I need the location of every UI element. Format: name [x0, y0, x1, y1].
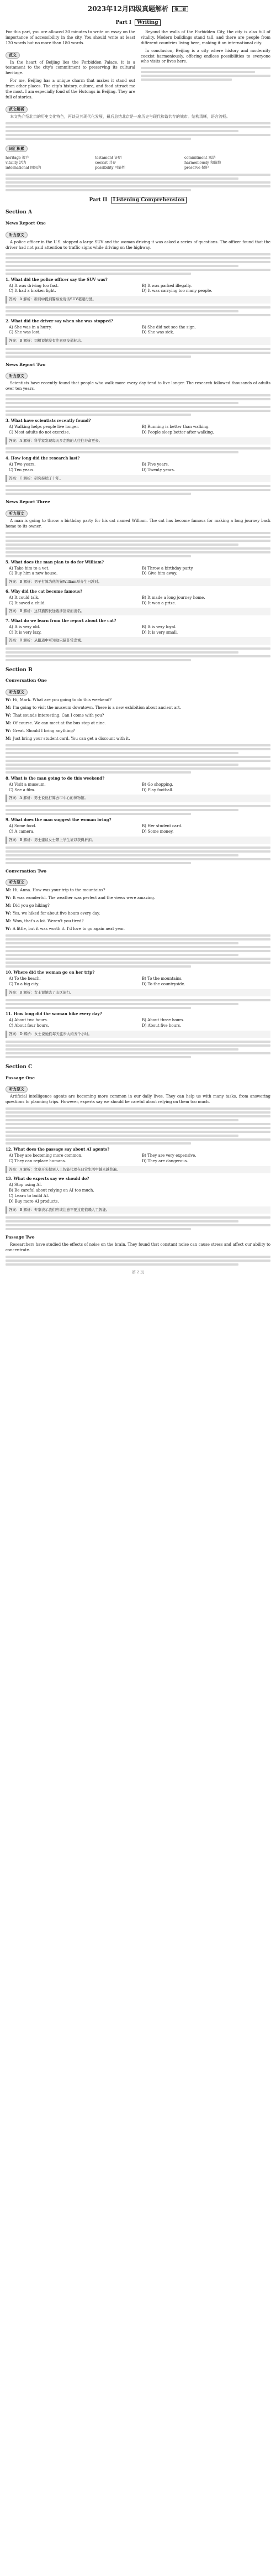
page-footer: 第 2 页	[132, 1269, 144, 1274]
text-lines	[6, 647, 270, 661]
line-text: That sounds interesting. Can I come with you?	[12, 713, 104, 718]
speaker: M:	[6, 887, 12, 893]
part1-label: Part I	[115, 20, 132, 26]
option: C) Ten years.	[9, 467, 35, 472]
option: C) To a big city.	[9, 981, 39, 986]
text-lines	[6, 348, 270, 358]
analysis-label: 范文解析	[6, 106, 28, 113]
option: A) Stop using AI.	[9, 1183, 43, 1188]
essay-paragraph: For me, Beijing has a unique charm that makes it stand out from other places. The city's history, culture, and food attract me the most. I am especially fond of the Hutongs in Beijing. They are full of stories.	[6, 79, 135, 100]
section-c-title: Section C	[6, 1064, 33, 1070]
news2-title: News Report Two	[6, 362, 46, 367]
option: A) It is very old.	[9, 624, 40, 629]
vocab-item: possibility 可能性	[95, 165, 126, 170]
dialog-line	[6, 887, 270, 893]
vocab-item: testament 证明	[95, 155, 122, 160]
text-lines	[6, 1107, 270, 1145]
option: C) They can replace humans.	[9, 1159, 66, 1164]
answer: 答案：B 解析：专家表示我们应该注意不要过度依赖人工智能。	[6, 1206, 270, 1214]
vocab-item: international 国际的	[6, 165, 41, 170]
speaker: M:	[6, 735, 12, 741]
option: B) They are very expensive.	[142, 1153, 197, 1158]
question: 3. What have scientists recently found?	[6, 418, 91, 424]
option: D) Buy more AI products.	[9, 1199, 59, 1204]
vocab-item: coexist 共存	[95, 160, 116, 165]
text-lines	[141, 67, 270, 81]
option: A) Visit a museum.	[9, 782, 46, 787]
vocab-item: vitality 活力	[6, 160, 26, 165]
answer: 答案：B 解析：这只猫因长途跋涉回家而出名。	[6, 608, 270, 615]
option: A) It was driving too fast.	[9, 283, 59, 288]
vocab-list	[6, 155, 270, 171]
dialog-line	[6, 697, 270, 703]
text-lines	[6, 485, 270, 495]
text-lines	[6, 1041, 270, 1058]
question: 11. How long did the woman hike every day?	[6, 1011, 102, 1016]
question: 12. What does the passage say about AI agents?	[6, 1147, 110, 1152]
page	[6, 0, 270, 1275]
text-lines	[6, 174, 270, 191]
essay-paragraph: In the heart of Beijing lies the Forbidden Palace, it is a testament to the city's commitment to preserving its cultural heritage.	[6, 60, 135, 76]
vocab-item: commitment 承诺	[184, 155, 216, 160]
passage1-script: Artificial intelligence agents are becoming more common in our daily lives. They can help us with many tasks, from answering questions to planning trips. However, experts say we should be careful about relying on them too much.	[6, 1094, 270, 1105]
script-label: 听力原文	[6, 879, 28, 886]
dialog-line	[6, 911, 270, 917]
line-text: I'm going to visit the museum downtown. There is a new exhibition about ancient art.	[13, 705, 181, 710]
question: 9. What does the man suggest the woman bring?	[6, 817, 112, 822]
speaker: M:	[6, 704, 12, 710]
text-lines	[6, 744, 270, 774]
option: C) Most adults do not exercise.	[9, 430, 70, 435]
page-title	[6, 4, 270, 14]
options	[9, 824, 270, 835]
options	[9, 1153, 270, 1164]
option: D) People sleep better after walking.	[142, 430, 214, 435]
dialog-line	[6, 728, 270, 734]
option: B) It is very loyal.	[142, 624, 177, 629]
option: A) Take him to a vet.	[9, 566, 50, 571]
option: D) She was sick.	[142, 330, 174, 335]
question: 13. What do experts say we should do?	[6, 1176, 89, 1182]
option: D) Play football.	[142, 787, 174, 792]
options	[9, 1183, 270, 1205]
script-label: 听力原文	[6, 510, 28, 517]
option: D) It won a prize.	[142, 600, 176, 605]
dialog-line	[6, 918, 270, 924]
writing-directions: For this part, you are allowed 30 minutes to write an essay on the importance of accessibility in the city. You should write at least 120 words but no more than 180 words.	[6, 29, 135, 45]
options	[9, 782, 270, 793]
part1-name: Writing	[135, 19, 160, 26]
script-label: 听力原文	[6, 232, 28, 238]
option: D) Some money.	[142, 829, 174, 834]
news2-script: Scientists have recently found that people who walk more every day tend to live longer. The research followed thousands of adults over ten years.	[6, 381, 270, 391]
news1-script: A police officer in the U.S. stopped a large SUV and the woman driving it was asked a series of questions. The officer found that the driver had not paid attention to traffic signs while driving on the highway.	[6, 239, 270, 250]
options	[9, 595, 270, 607]
section-b-title: Section B	[6, 667, 33, 673]
part2-name: Listening Comprehension	[111, 197, 187, 203]
text-lines	[6, 253, 270, 275]
conv1-title: Conversation One	[6, 678, 47, 683]
option: A) Two years.	[9, 462, 36, 467]
option: B) Her student card.	[142, 823, 183, 828]
essay-label: 范文	[6, 52, 20, 59]
option: C) It is very lazy.	[9, 630, 42, 635]
options	[9, 462, 270, 473]
option: C) She was lost.	[9, 330, 41, 335]
news1-title: News Report One	[6, 221, 46, 226]
line-text: Of course. We can meet at the bus stop at nine.	[13, 720, 106, 725]
text-lines	[6, 805, 270, 815]
passage1-title: Passage One	[6, 1075, 35, 1080]
passage2-script: Researchers have studied the effects of noise on the brain. They found that constant noise can cause stress and affect our ability to concentrate.	[6, 1242, 270, 1252]
answer: 答案：A 解析：新闻中提到警察发现该SUV超速行驶。	[6, 296, 270, 303]
text-lines	[6, 306, 270, 316]
answer: 答案：B 解析：女士说她去了山区旅行。	[6, 989, 270, 996]
vocab-item: heritage 遗产	[6, 155, 29, 160]
question: 8. What is the man going to do this weekend?	[6, 775, 105, 781]
options	[9, 1018, 270, 1029]
script-label: 听力原文	[6, 689, 28, 696]
answer: 答案：B 解析：司机说她没有注意到交通标志。	[6, 337, 270, 344]
options	[9, 425, 270, 436]
script-label: 听力原文	[6, 1086, 28, 1093]
speaker: M:	[6, 918, 12, 924]
option: C) It saved a child.	[9, 600, 46, 605]
text-lines	[6, 847, 270, 864]
dialog-line	[6, 903, 270, 909]
vocab-item: harmoniously 和谐地	[184, 160, 221, 165]
title-tag: 第二套	[172, 6, 188, 13]
vocab-item: preserve 保护	[184, 165, 209, 170]
analysis-text: 本文先介绍北京的历史文化特色，再谈及其现代化发展，最后总结北京是一座历史与现代和谐共存的城市。结构清晰，语言流畅。	[10, 114, 230, 119]
option: B) Be careful about relying on AI too much.	[9, 1188, 94, 1193]
script-label: 听力原文	[6, 373, 28, 379]
option: B) Go shopping.	[142, 782, 173, 787]
answer: 答案：C 解析：研究持续了十年。	[6, 475, 270, 482]
option: A) Walking helps people live longer.	[9, 425, 79, 430]
question: 6. Why did the cat become famous?	[6, 588, 83, 594]
options	[9, 625, 270, 636]
answer: 答案：B 解析：从报道中可知这只猫非常忠诚。	[6, 637, 270, 644]
option: C) Learn to build AI.	[9, 1194, 49, 1199]
line-text: Yes, we hiked for about five hours every day.	[12, 911, 100, 916]
speaker: M:	[6, 903, 12, 908]
option: B) She did not see the sign.	[142, 325, 196, 330]
speaker: W:	[6, 911, 11, 916]
writing-block	[6, 30, 270, 103]
dialog-line	[6, 705, 270, 711]
option: D) To the countryside.	[142, 981, 185, 986]
dialog-line	[6, 713, 270, 719]
option: D) It was carrying too many people.	[142, 289, 213, 294]
option: A) It could talk.	[9, 595, 40, 600]
line-text: Hi, Anna. How was your trip to the mountains?	[13, 888, 105, 893]
question: 7. What do we learn from the report about the cat?	[6, 618, 116, 623]
line-text: Great. Should I bring anything?	[12, 728, 75, 733]
text-lines	[6, 447, 270, 453]
news3-script: A man is going to throw a birthday party for his cat named William. The cat has become famous for making a long journey back home to its owner.	[6, 518, 270, 529]
option: B) Throw a birthday party.	[142, 566, 194, 571]
line-text: A little, but it was worth it. I'd love to go again next year.	[12, 926, 125, 931]
conv2-title: Conversation Two	[6, 868, 47, 874]
conv1-dialog	[6, 697, 270, 742]
option: C) See a film.	[9, 787, 35, 792]
speaker: M:	[6, 720, 12, 725]
text-lines	[6, 1216, 270, 1230]
part2-heading	[6, 197, 270, 204]
answer: 答案：A 解析：科学家发现每天多走路的人往往寿命更长。	[6, 437, 270, 445]
line-text: Just bring your student card. You can get a discount with it.	[13, 736, 130, 741]
line-text: Hi, Mark. What are you going to do this weekend?	[12, 698, 112, 703]
answer: 答案：B 解析：男士建议女士带上学生证以获得折扣。	[6, 837, 270, 844]
option: B) Running is better than walking.	[142, 425, 210, 430]
question: 1. What did the police officer say the SUV was?	[6, 276, 108, 282]
option: D) Give him away.	[142, 571, 177, 576]
text-lines	[6, 1256, 270, 1266]
option: A) About two hours.	[9, 1017, 48, 1022]
text-lines	[6, 934, 270, 968]
option: C) A camera.	[9, 829, 35, 834]
option: D) Twenty years.	[142, 467, 176, 472]
option: A) To the beach.	[9, 976, 41, 981]
question: 5. What does the man plan to do for William?	[6, 559, 104, 565]
conv2-dialog	[6, 887, 270, 932]
line-text: It was wonderful. The weather was perfect and the views were amazing.	[12, 896, 155, 901]
part2-label: Part II	[89, 197, 108, 203]
text-lines	[6, 122, 270, 140]
text-lines	[6, 394, 270, 416]
line-text: Wow, that's a lot. Weren't you tired?	[13, 919, 84, 924]
option: A) She was in a hurry.	[9, 325, 52, 330]
answer: 答案：A 解析：男士说他打算去市中心的博物馆。	[6, 795, 270, 802]
option: B) It made a long journey home.	[142, 595, 205, 600]
part1-heading	[6, 19, 270, 27]
text-lines	[6, 999, 270, 1009]
title-text: 2023年12月四级真题解析	[87, 5, 168, 13]
section-a-title: Section A	[6, 210, 32, 216]
passage2-title: Passage Two	[6, 1235, 35, 1240]
speaker: W:	[6, 712, 11, 718]
dialog-line	[6, 895, 270, 901]
option: B) About three hours.	[142, 1017, 184, 1022]
question: 10. Where did the woman go on her trip?	[6, 969, 95, 975]
question: 2. What did the driver say when she was stopped?	[6, 318, 113, 323]
options	[9, 976, 270, 987]
essay-paragraph: Beyond the walls of the Forbidden City, the city is also full of vitality. Modern buildings stand tall, and there are people from different countries living here, making it an international city.	[141, 29, 270, 45]
text-lines	[6, 532, 270, 557]
dialog-line	[6, 926, 270, 932]
answer: 答案：B 解析：男子打算为他的猫William举办生日派对。	[6, 578, 270, 586]
option: C) It had a broken light.	[9, 289, 56, 294]
option: B) It was parked illegally.	[142, 283, 192, 288]
option: C) About four hours.	[9, 1023, 49, 1028]
speaker: W:	[6, 728, 11, 733]
option: B) Five years.	[142, 462, 169, 467]
vocab-label: 词汇积累	[6, 145, 28, 152]
line-text: Did you go hiking?	[13, 903, 50, 908]
news3-title: News Report Three	[6, 499, 50, 505]
option: A) They are becoming more common.	[9, 1153, 83, 1158]
options	[9, 284, 270, 295]
option: B) To the mountains.	[142, 976, 183, 981]
speaker: W:	[6, 697, 11, 703]
option: D) It is very small.	[142, 630, 178, 635]
speaker: W:	[6, 895, 11, 901]
speaker: W:	[6, 926, 11, 931]
option: D) About five hours.	[142, 1023, 182, 1028]
option: C) Buy him a new house.	[9, 571, 58, 576]
dialog-line	[6, 720, 270, 727]
essay-paragraph: In conclusion, Beijing is a city where history and modernity coexist harmoniously, offering endless possibilities to everyone who visits or lives here.	[141, 48, 270, 64]
question: 4. How long did the research last?	[6, 456, 80, 461]
option: D) They are dangerous.	[142, 1159, 188, 1164]
dialog-line	[6, 736, 270, 742]
answer: 答案：D 解析：女士说她们每天徒步大约五个小时。	[6, 1031, 270, 1038]
option: A) Some food.	[9, 823, 36, 828]
answer: 答案：A 解析：文章开头提到人工智能代理在日常生活中越来越普遍。	[6, 1166, 270, 1173]
options	[9, 566, 270, 577]
options	[9, 325, 270, 336]
